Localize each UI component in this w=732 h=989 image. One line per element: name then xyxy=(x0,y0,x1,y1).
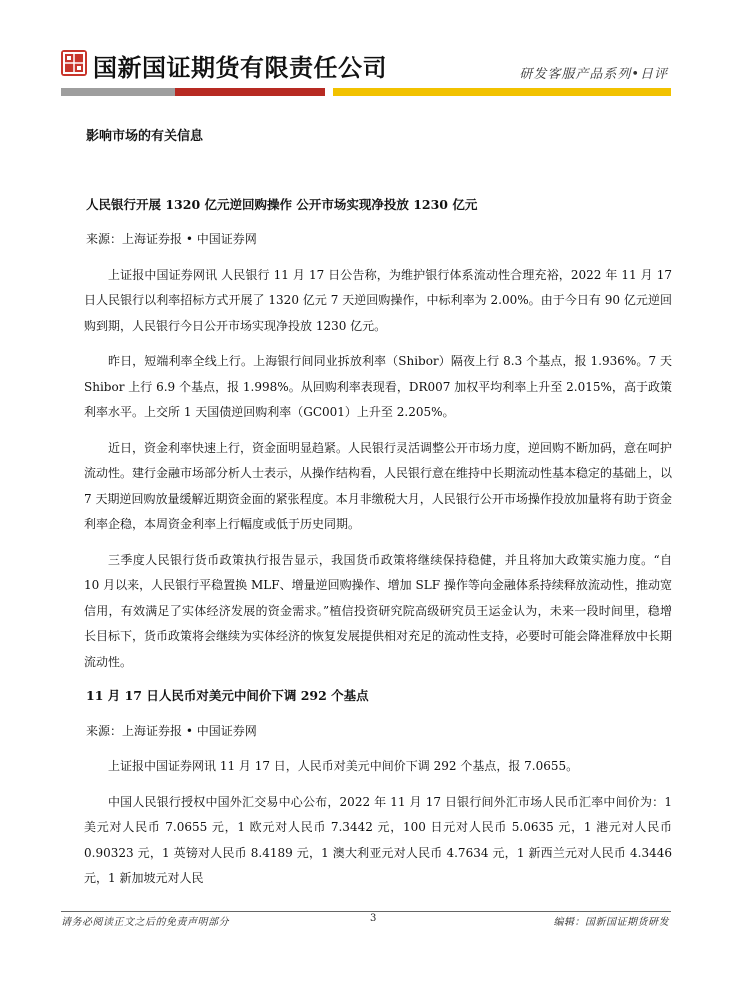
header-bar-gray xyxy=(61,88,175,96)
footer-author: 编辑：国新国证期货研发 xyxy=(553,917,669,928)
article-source: 来源：上海证券报 • 中国证券网 xyxy=(86,723,257,738)
article-paragraph: 三季度人民银行货币政策执行报告显示，我国货币政策将继续保持稳健，并且将加大政策实施力度。“自 10 月以来，人民银行平稳置换 MLF、增量逆回购操作、增加 SLF 操作等向金融体系持续释放流动性，推动宽信用，有效满足了实体经济发展的资金需求。”植信投资研究院高级研究员王运金认为，未来一段时间里，稳增长目标下，货币政策将会继续为实体经济的恢复发展提供相对充足的流动性支持，必要时可能会降准释放中长期流动性。 xyxy=(84,552,673,669)
header-bar-yellow xyxy=(333,88,671,96)
article-title: 11 月 17 日人民币对美元中间价下调 292 个基点 xyxy=(86,688,369,703)
company-logo-icon xyxy=(61,50,87,76)
series-label: 研发客服产品系列•日评 xyxy=(519,67,668,82)
header-bar-red xyxy=(175,88,325,96)
article-paragraph: 上证报中国证券网讯 人民银行 11 月 17 日公告称，为维护银行体系流动性合理充裕，2022 年 11 月 17 日人民银行以利率招标方式开展了 1320 亿元 7 天逆回购操作，中标利率为 2.00%。由于今日有 90 亿元逆回购到期，人民银行今日公开市场实现净投放 1230 亿元。 xyxy=(84,267,672,333)
document-body xyxy=(86,118,672,892)
article-paragraph: 中国人民银行授权中国外汇交易中心公布，2022 年 11 月 17 日银行间外汇市场人民币汇率中间价为：1 美元对人民币 7.0655 元，1 欧元对人民币 7.3442 元，100 日元对人民币 5.0635 元，1 港元对人民币 0.90323 元，1 英镑对人民币 8.4189 元，1 澳大利亚元对人民币 4.7634 元，1 新西兰元对人民币 4.3446 元，1 新加坡元对人民 xyxy=(84,794,672,885)
section-title: 影响市场的有关信息 xyxy=(86,129,204,144)
footer-disclaimer: 请务必阅读正文之后的免责声明部分 xyxy=(61,917,229,928)
footer-divider xyxy=(61,911,671,912)
article-paragraph: 上证报中国证券网讯 11 月 17 日，人民币对美元中间价下调 292 个基点，报 7.0655。 xyxy=(108,759,579,773)
article-title: 人民银行开展 1320 亿元逆回购操作 公开市场实现净投放 1230 亿元 xyxy=(86,196,478,212)
article-paragraph: 近日，资金利率快速上行，资金面明显趋紧。人民银行灵活调整公开市场力度，逆回购不断加码，意在呵护流动性。建行金融市场部分析人士表示，从操作结构看，人民银行意在维持中长期流动性基本稳定的基础上，以 7 天期逆回购放量缓解近期资金面的紧张程度。本月非缴税大月，人民银行公开市场操作投放加量将有助于资金利率企稳，本周资金利率上行幅度或低于历史同期。 xyxy=(84,440,673,531)
article-source: 来源：上海证券报 • 中国证券网 xyxy=(86,232,257,246)
page-number: 3 xyxy=(370,913,377,924)
article-paragraph: 昨日，短端利率全线上行。上海银行间同业拆放利率（Shibor）隔夜上行 8.3 个基点，报 1.936%。7 天 Shibor 上行 6.9 个基点，报 1.998%。从回购利率表现看，DR007 加权平均利率上升至 2.015%，高于政策利率水平。上交所 1 天国债逆回购利率（GC001）上升至 2.205%。 xyxy=(84,354,672,419)
company-name: 国新国证期货有限责任公司 xyxy=(93,54,387,82)
